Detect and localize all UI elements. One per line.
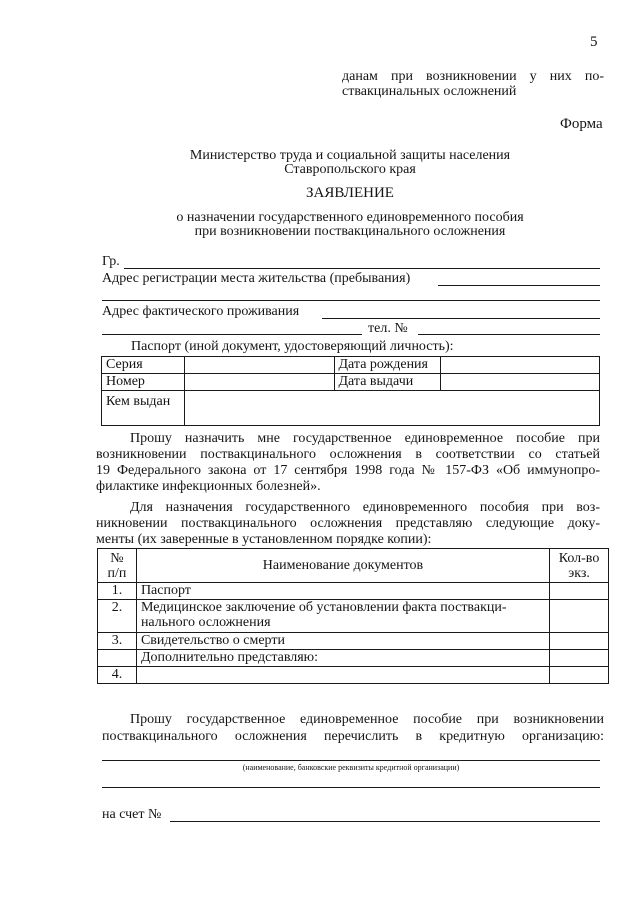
transfer-line-2: поствакцинального осложнения перечислить в кредитную организацию:: [102, 729, 604, 744]
page-number: 5: [590, 34, 598, 50]
series-label: Серия: [102, 357, 185, 374]
row-num: 3.: [98, 633, 137, 650]
bank-field[interactable]: [102, 760, 600, 761]
series-field[interactable]: [184, 357, 334, 374]
row-num: 4.: [98, 667, 137, 684]
account-label: на счет №: [102, 807, 162, 822]
actual-address-label: Адрес фактического проживания: [102, 304, 300, 319]
ministry-line-1: Министерство труда и социальной защиты населения: [189, 148, 511, 163]
passport-heading: Паспорт (иной документ, удостоверяющий личность):: [131, 339, 454, 354]
issue-date-label: Дата выдачи: [334, 374, 441, 391]
birth-date-label: Дата рождения: [334, 357, 441, 374]
row-count-field[interactable]: [550, 583, 609, 600]
doc-title: ЗАЯВЛЕНИЕ: [306, 185, 394, 201]
header-note-line-2: ствакцинальных осложнений: [342, 84, 517, 99]
request-line-3: 19 Федерального закона от 17 сентября 1998 года № 157-ФЗ «Об иммунопро-: [96, 463, 600, 478]
phone-label: тел. №: [368, 321, 408, 336]
actual-address-field-line-2[interactable]: [102, 334, 362, 335]
row-name: [136, 600, 549, 633]
row-count-field[interactable]: [550, 667, 609, 684]
table-row: [98, 583, 609, 600]
doc-subtitle-line-1: о назначении государственного единовременного пособия: [176, 210, 524, 225]
row-name-field[interactable]: [136, 667, 549, 684]
reg-address-label: Адрес регистрации места жительства (пребывания): [102, 271, 411, 286]
table-row: [98, 650, 609, 667]
header-num-line-2: п/п: [107, 566, 127, 581]
header-note-line-1: данам при возникновении у них по-: [342, 69, 604, 84]
header-count: [550, 549, 609, 583]
passport-table: [101, 356, 600, 426]
table-row: [98, 600, 609, 633]
row-count-field[interactable]: [550, 633, 609, 650]
row-name: Свидетельство о смерти: [136, 633, 549, 650]
row-name-line-1: Медицинское заключение об установлении факта поствакци-: [140, 600, 507, 615]
documents-line-3: менты (их заверенные в установленном порядке копии):: [96, 532, 432, 547]
citizen-label: Гр.: [102, 254, 120, 269]
phone-field[interactable]: [418, 334, 600, 335]
bank-field-line-2[interactable]: [102, 787, 600, 788]
form-label: Форма: [560, 116, 603, 132]
header-num: [98, 549, 137, 583]
actual-address-field[interactable]: [322, 318, 600, 319]
row-count-field[interactable]: [550, 650, 609, 667]
documents-line-2: никновении поствакцинального осложнения представляю следующие доку-: [96, 516, 600, 531]
row-num: [98, 650, 137, 667]
bank-caption: (наименование, банковские реквизиты кредитной организации): [242, 763, 460, 772]
request-line-4: филактике инфекционных болезней».: [96, 479, 321, 494]
row-name-line-2: нального осложнения: [140, 615, 271, 630]
reg-address-field[interactable]: [438, 285, 600, 286]
header-count-line-1: Кол-во: [558, 551, 600, 566]
number-label: Номер: [102, 374, 185, 391]
header-count-line-2: экз.: [568, 566, 590, 581]
issue-date-field[interactable]: [441, 374, 600, 391]
number-field[interactable]: [184, 374, 334, 391]
issued-by-label: Кем выдан: [102, 391, 185, 426]
birth-date-field[interactable]: [441, 357, 600, 374]
transfer-line-1: Прошу государственное единовременное пособие при возникновении: [130, 712, 604, 727]
row-num: 2.: [98, 600, 137, 633]
reg-address-field-line-2[interactable]: [102, 300, 600, 301]
row-name: Дополнительно представляю:: [136, 650, 549, 667]
header-num-line-1: №: [110, 551, 124, 566]
row-name: Паспорт: [136, 583, 549, 600]
documents-table: [97, 548, 609, 684]
documents-line-1: Для назначения государственного единовременного пособия при воз-: [130, 500, 600, 515]
row-count-field[interactable]: [550, 600, 609, 633]
request-line-2: возникновении поствакцинального осложнения в соответствии со статьей: [96, 447, 600, 462]
issued-by-field[interactable]: [184, 391, 599, 426]
doc-subtitle-line-2: при возникновении поствакцинального осложнения: [194, 224, 506, 239]
request-line-1: Прошу назначить мне государственное единовременное пособие при: [130, 431, 600, 446]
header-name: Наименование документов: [136, 549, 549, 583]
account-field[interactable]: [170, 821, 600, 822]
citizen-field[interactable]: [124, 268, 600, 269]
row-num: 1.: [98, 583, 137, 600]
ministry-line-2: Ставропольского края: [284, 162, 416, 177]
table-row: [98, 667, 609, 684]
table-row: [98, 633, 609, 650]
